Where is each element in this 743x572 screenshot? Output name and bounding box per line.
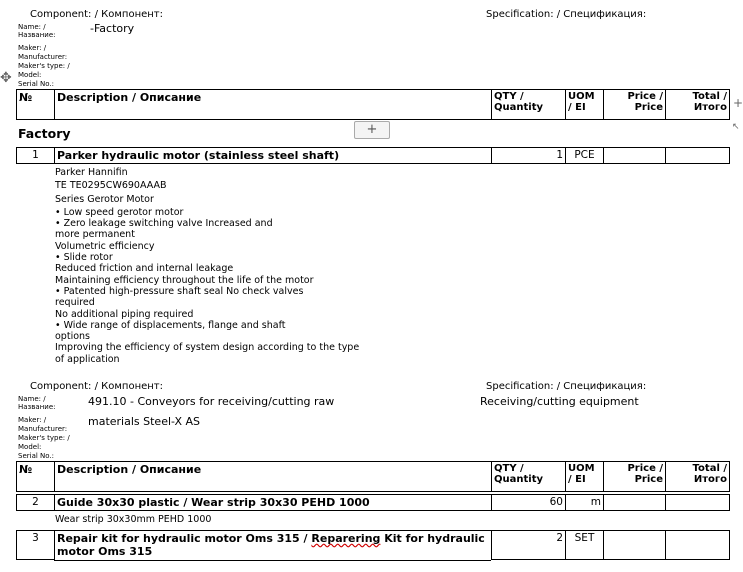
component-label: Component: / Компонент: <box>30 381 163 392</box>
item-no: 3 <box>17 531 55 560</box>
meta-label-makers-type: Maker's type: / <box>18 62 70 70</box>
col-no-header: № <box>17 462 55 492</box>
specification-label: Specification: / Спецификация: <box>486 9 647 20</box>
meta-label-name: Name: / <box>18 23 46 31</box>
meta-label-nazvanie: Название: <box>18 403 56 411</box>
item-total[interactable] <box>666 495 730 511</box>
item-uom[interactable]: SET <box>566 531 604 560</box>
col-qty-header: QTY / Quantity <box>492 462 566 492</box>
meta-label-model: Model: <box>18 71 42 79</box>
col-no-header: № <box>17 90 55 120</box>
meta-label-serial: Serial No.: <box>18 80 55 88</box>
item-no: 1 <box>17 148 55 164</box>
item-no: 2 <box>17 495 55 511</box>
item-row-3[interactable] <box>16 530 730 560</box>
row-bottom-border <box>54 560 491 561</box>
component-value-cont: materials Steel-X AS <box>88 415 200 428</box>
meta-label-maker: Maker: / <box>18 416 47 424</box>
item-title[interactable]: Repair kit for hydraulic motor Oms 315 / Reparering Kit for hydraulic motor Oms 315 <box>55 531 492 560</box>
col-uom-header: UOM / EI <box>566 90 604 120</box>
resize-corner-icon[interactable]: ↖ <box>732 122 740 132</box>
item-title[interactable]: Guide 30x30 plastic / Wear strip 30x30 PEHD 1000 <box>55 495 492 511</box>
col-total-header: Total / Итого <box>666 462 730 492</box>
component-value: -Factory <box>90 22 135 35</box>
add-column-icon[interactable]: + <box>733 96 743 110</box>
table-header-1 <box>16 89 730 120</box>
specification-label: Specification: / Спецификация: <box>486 381 647 392</box>
item-price[interactable] <box>604 495 666 511</box>
item-qty[interactable]: 60 <box>492 495 566 511</box>
section-title: Factory <box>18 126 71 141</box>
item-row-1[interactable] <box>16 147 730 164</box>
col-uom-header: UOM / EI <box>566 462 604 492</box>
meta-label-manufacturer: Manufacturer: <box>18 53 68 61</box>
meta-label-maker: Maker: / <box>18 44 47 52</box>
specification-value: Receiving/cutting equipment <box>480 395 639 408</box>
item-price[interactable] <box>604 531 666 560</box>
item-uom[interactable]: PCE <box>566 148 604 164</box>
meta-label-nazvanie: Название: <box>18 31 56 39</box>
item-description: Wear strip 30x30mm PEHD 1000 <box>55 514 212 525</box>
item-qty[interactable]: 1 <box>492 148 566 164</box>
item-description: Parker Hannifin TE TE0295CW690AAAB Series Gerotor Motor • Low speed gerotor motor • Zero leakage switching valve Increased and more permanent Volumetric efficiency • Slide rotor Reduced friction and internal leakage Maintaining efficiency throughout the life of the motor • Patented high-pressure shaft seal No check valves required No additional piping required • Wide range of displacements, flange and shaft options Improving the efficiency of system design according to the type of application <box>55 167 360 365</box>
col-price-header: Price / Price <box>604 462 666 492</box>
col-description-header: Description / Описание <box>55 462 492 492</box>
item-qty[interactable]: 2 <box>492 531 566 560</box>
meta-label-name: Name: / <box>18 395 46 403</box>
item-total[interactable] <box>666 148 730 164</box>
meta-label-makers-type: Maker's type: / <box>18 434 70 442</box>
component-value: 491.10 - Conveyors for receiving/cutting raw <box>88 395 335 408</box>
col-total-header: Total / Итого <box>666 90 730 120</box>
col-description-header: Description / Описание <box>55 90 492 120</box>
move-handle-icon[interactable]: ✥ <box>0 70 12 86</box>
meta-label-model: Model: <box>18 443 42 451</box>
spellcheck-word[interactable]: Reparering <box>311 532 381 545</box>
item-uom[interactable]: m <box>566 495 604 511</box>
meta-label-serial: Serial No.: <box>18 452 55 460</box>
item-price[interactable] <box>604 148 666 164</box>
col-price-header: Price / Price <box>604 90 666 120</box>
item-title[interactable]: Parker hydraulic motor (stainless steel shaft) <box>55 148 492 164</box>
item-total[interactable] <box>666 531 730 560</box>
col-qty-header: QTY / Quantity <box>492 90 566 120</box>
item-row-2[interactable] <box>16 494 730 511</box>
add-row-button[interactable]: + <box>354 121 390 139</box>
component-label: Component: / Компонент: <box>30 9 163 20</box>
table-header-2 <box>16 461 730 492</box>
meta-label-manufacturer: Manufacturer: <box>18 425 68 433</box>
